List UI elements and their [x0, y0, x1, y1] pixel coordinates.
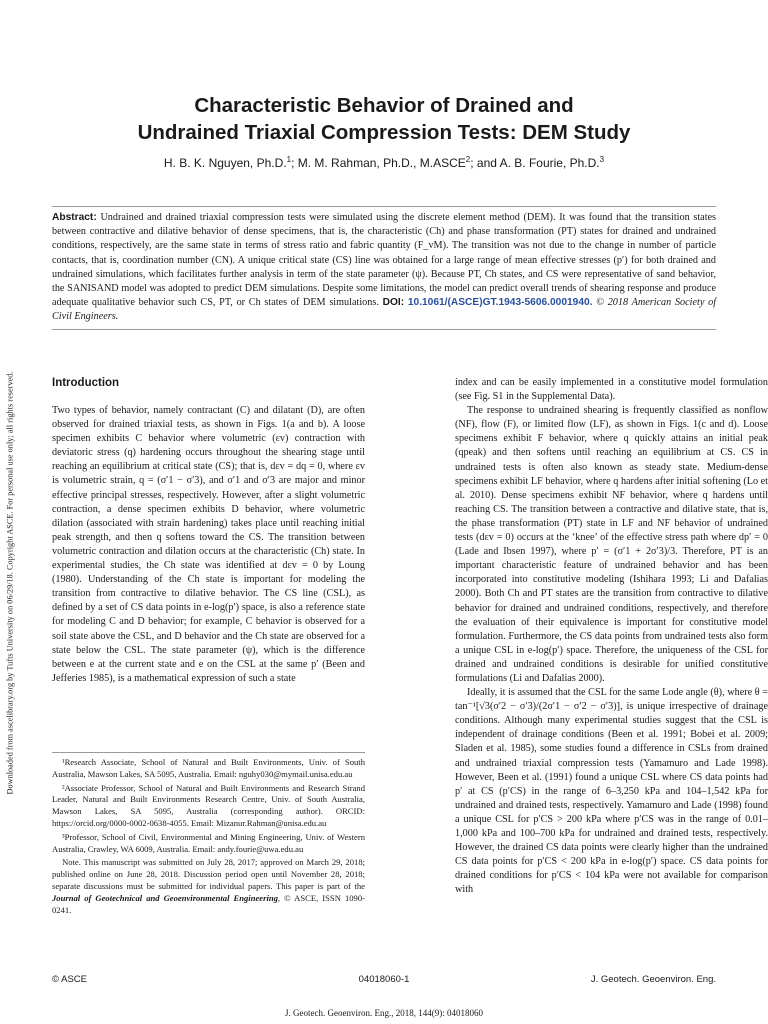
left-column — [52, 376, 365, 686]
footnote-3: ³Professor, School of Civil, Environmental and Mining Engineering, Univ. of Western Australia, Crawley, WA 6009, Australia. Email: andy.fourie@uwa.edu.au — [52, 831, 365, 854]
section-heading-introduction: Introduction — [52, 377, 120, 389]
issn: , © ASCE, ISSN 1090-0241. — [52, 892, 365, 915]
footer-journal: J. Geotech. Geoenviron. Eng. — [590, 974, 716, 985]
author-2: ; M. M. Rahman, Ph.D., M.ASCE — [291, 156, 466, 170]
footnotes — [52, 752, 365, 918]
doi-link[interactable]: 10.1061/(ASCE)GT.1943-5606.0001940. — [407, 297, 593, 309]
right-paragraph-0: index and can be easily implemented in a constitutive model formulation (see Fig. S1 in the Supplemental Data). — [455, 377, 768, 403]
paper-title — [0, 92, 768, 146]
right-paragraph-1: The response to undrained shearing is frequently classified as nonflow (NF), flow (F), or limited flow (LF), as shown in Figs. 1(c and d). Loose specimens exhibit F behavior, where q quickly attains an initial peak (qpeak) and then softens until reaching an equilibrium at CS. CS in undrained tests is often also known as steady state. Medium-dense specimens exhibit LF behavior, where q hardens after initial softening (Lo et al. 2010). Dense specimens exhibit NF behavior, where q hardens until reaching CS. The transition between a contractive and dilative state, that is, the phase transformation (PT) state in LF and NF behavior of undrained tests (dεv = 0) occurs at the ‘knee’ of the effective stress path where dp′ = 0 (Lade and Ibsen 1997), where p′ = (σ′1 + 2σ′3)/3. Therefore, PT is an important characteristic feature of undrained behavior and has been incorporated into constitutive modeling (Ishihara 1993; Li and Dafalias 2000). Both Ch and PT states are the transition from contractive to dilative behavior for drained and undrained conditions, respectively, and therefore the evaluation of their equivalence is important for constitutive model formulation. Furthermore, the CS data points from undrained tests also form a unique CSL in e-log(p′) space. Therefore, the uniqueness of the CSL for drained and undrained conditions is desirable for unified constitutive formulations (Li and Dafalias 2000). — [455, 405, 768, 684]
right-column — [455, 376, 768, 897]
abstract-copyright: © 2018 American Society of Civil Engineers. — [52, 297, 717, 323]
intro-paragraph-1: Two types of behavior, namely contractant (C) and dilatant (D), are often observed for drained triaxial tests, as shown in Figs. 1(a and b). A loose specimen exhibits C behavior where volumetric (εv) contraction with deviatoric stress (q) hardening occurs throughout the shearing stage until reaching an equilibrium at critical state (CS); that is, dεv = dq = 0, where εv is volumetric strain, q = (σ′1 − σ′3), and σ′1 and σ′3 are major and minor effective principal stresses, respectively. However, after a slight volumetric contraction, a dense specimen exhibits D behavior, where volumetric dilation (associated with strain hardening) takes place until reaching initial peak strength, and then q softens toward the CS. The transition between volumetric contraction and dilation occurs at the characteristic (Ch) state. In experimental studies, the Ch state was identified at dεv = 0 by Loung (1980). Understanding of the Ch state is important for modeling the transition from contractive to dilative behavior. The CS line (CSL), as defined by a set of CS data points in e-log(p′) space, is also a reference state for modeling C and D behavior; for example, C behavior is observed for a soil state above the CSL, and D behavior and the Ch state are observed for a state below the CSL. The state parameter (ψ), which is the difference between e at the current state and e on the CSL at the same p′ (Been and Jefferies 1985), is a mathematical expression of such a state — [52, 405, 365, 684]
right-paragraph-2: Ideally, it is assumed that the CSL for the same Lode angle (θ), where θ = tan⁻¹[√3(σ′2 − σ′3)/(2σ′1 − σ′2 − σ′3)], is unique irrespective of drainage conditions. Although many experimental studies suggest that the CSL is independent of drainage conditions (Been et al. 1991; Bobei et al. 2009; Sladen et al. 1985), some studies found a difference in CSLs from drained and undrained triaxial compression tests (Yamamuro and Lade 1998). However, Been et al. (1991) found a unique CSL where CS data points had p′ at CS (p′CS) in the range of 6–3,250 kPa and 104–1,542 kPa for undrained and drained tests, respectively. Yamamuro and Lade (1998) found a unique CSL for p′CS > 200 kPa where p′CS was in the range of 0.01–1,000 kPa and 100–700 kPa for undrained and drained tests, respectively. However, the drained CS data points were clearly higher than the undrained CS data points for p′CS < 200 kPa in e-log(p′) space. CS data points for drained conditions for p′CS < 104 kPa were not available for comparison with — [455, 687, 768, 896]
title-line-2: Undrained Triaxial Compression Tests: DEM Study — [137, 121, 631, 144]
footer-copyright: © ASCE — [52, 974, 87, 985]
author-list — [0, 155, 768, 170]
citation-line: J. Geotech. Geoenviron. Eng., 2018, 144(9): 04018060 — [285, 1008, 483, 1018]
page-number: 04018060-1 — [358, 974, 410, 985]
manuscript-note-text: Note. This manuscript was submitted on July 28, 2017; approved on March 29, 2018; published online on June 28, 2018. Discussion period open until November 28, 2018; separate discussions must be submitted for individual papers. This paper is part of the — [52, 857, 365, 891]
abstract-text: Undrained and drained triaxial compression tests were simulated using the discrete element method (DEM). It was found that the transition states between contractive and dilative behavior of dense specimens, that is, the characteristic (Ch) and phase transformation (PT) states for drained and undrained conditions, respectively, are the same state in terms of stress ratio and fabric quantity (F_vM). The transition was not due to the change in number of particle contacts, that is, coordination number (CN). A unique critical state (CS) line was obtained for a large range of mean effective stresses (p′) for both drained and undrained simulations, which facilitates further analysis in term of the state parameter (ψ). Because PT, Ch states, and CS were representative of sand behavior, the SANISAND model was adopted to predict DEM simulations. Despite some limitations, the model can predict overall trends of shearing response and produce adequate qualitative behavior such CS, PT, or Ch states of DEM simulations. — [52, 212, 717, 309]
journal-name: Journal of Geotechnical and Geoenvironmental Engineering — [52, 892, 278, 903]
manuscript-note — [52, 857, 365, 916]
footnote-1: ¹Research Associate, School of Natural and Built Environments, Univ. of South Australia, Mawson Lakes, SA 5095, Australia. Email: nguhy030@mymail.unisa.edu.au — [52, 757, 365, 779]
title-line-1: Characteristic Behavior of Drained and — [194, 94, 574, 117]
abstract-label: Abstract: — [52, 212, 97, 223]
footnote-2: ²Associate Professor, School of Natural and Built Environments and Research Strand Leader, Natural and Built Environments Research Centre, Univ. of South Australia, Mawson Lakes, SA 5095, Australia (corresponding author). ORCID: https://orcid.org/0000-0002-0638-4055. Email: Mizanur.Rahman@unisa.edu.au — [52, 782, 365, 828]
doi-label: DOI: — [382, 297, 405, 309]
author-2-affil: 2 — [465, 155, 471, 164]
download-notice-text: Downloaded from ascelibrary.org by Tufts University on 06/29/18. Copyright ASCE. For personal use only; all rights reserved. — [5, 371, 15, 795]
author-1: H. B. K. Nguyen, Ph.D. — [163, 156, 287, 170]
download-notice — [2, 180, 15, 800]
author-1-affil: 1 — [286, 155, 292, 164]
abstract — [52, 206, 716, 330]
page-footer — [52, 974, 716, 988]
author-3-affil: 3 — [599, 155, 605, 164]
author-3: ; and A. B. Fourie, Ph.D. — [470, 156, 600, 170]
